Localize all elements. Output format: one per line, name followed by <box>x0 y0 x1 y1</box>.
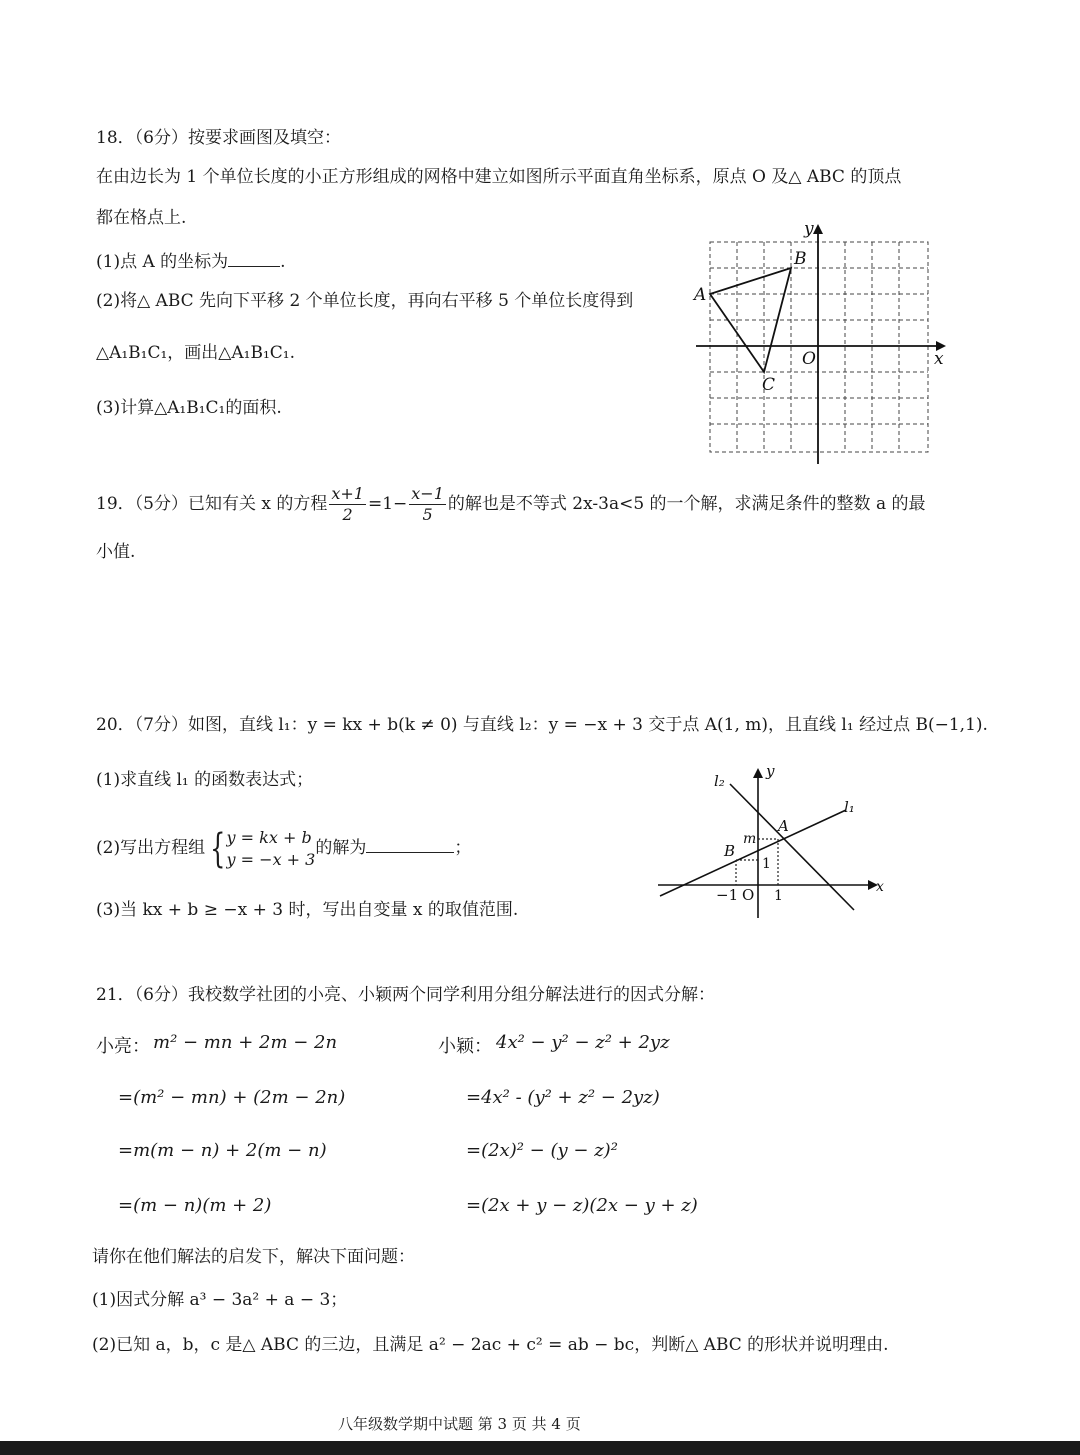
x-one-label: 1 <box>774 888 783 904</box>
q20-line-graph-figure <box>650 760 900 925</box>
q18-intro-line2: 都在格点上. <box>96 208 187 228</box>
q20-part3: (3)当 kx + b ≥ −x + 3 时，写出自变量 x 的取值范围. <box>96 900 519 920</box>
q20-part2-end: ； <box>454 838 472 858</box>
fraction-1-numerator: x+1 <box>331 484 364 503</box>
y-one-label: 1 <box>762 856 771 872</box>
system-eq-1: y = kx + b <box>226 827 312 847</box>
grid-lines <box>710 242 928 452</box>
q18-title: 18．（6分）按要求画图及填空： <box>96 128 341 148</box>
fraction-1 <box>329 484 366 525</box>
q18-coordinate-grid-figure <box>690 220 960 470</box>
y-axis-arrow <box>753 768 763 778</box>
q19-line1 <box>96 482 925 526</box>
l1-label: l₁ <box>844 798 855 816</box>
xiaoliang-step-1: m² − mn + 2m − 2n <box>153 1032 338 1053</box>
q21-part2: (2)已知 a，b，c 是△ ABC 的三边，且满足 a² − 2ac + c² = ab − bc，判断△ ABC 的形状并说明理由. <box>92 1335 889 1355</box>
q20-part2-suffix: 的解为 <box>315 838 367 858</box>
xiaoliang-step-3: =m(m − n) + 2(m − n) <box>118 1140 327 1161</box>
l2-label: l₂ <box>714 772 725 790</box>
vertex-c-label: C <box>762 375 776 395</box>
vertex-a-label: A <box>694 285 707 305</box>
q18-intro-line1: 在由边长为 1 个单位长度的小正方形组成的网格中建立如图所示平面直角坐标系，原点 O 及△ ABC 的顶点 <box>96 167 902 187</box>
y-axis-arrow <box>813 224 823 234</box>
q18-part2-line1: (2)将△ ABC 先向下平移 2 个单位长度，再向右平移 5 个单位长度得到 <box>96 291 634 311</box>
vertex-b-label: B <box>794 249 807 269</box>
page-footer: 八年级数学期中试题 第 3 页 共 4 页 <box>338 1415 581 1433</box>
equation-system <box>227 827 316 871</box>
q18-part1-text: (1)点 A 的坐标为 <box>96 252 229 272</box>
y-axis-label: y <box>766 762 775 780</box>
q19-line2: 小值. <box>96 542 136 562</box>
xiaoliang-label: 小亮： <box>96 1036 150 1057</box>
y-axis-label: y <box>804 220 814 239</box>
xiaoying-step-1: 4x² − y² − z² + 2yz <box>496 1032 670 1053</box>
q21-title: 21．（6分）我校数学社团的小亮、小颖两个同学利用分组分解法进行的因式分解： <box>96 985 715 1005</box>
q18-part2-line2: △A₁B₁C₁，画出△A₁B₁C₁. <box>96 343 295 363</box>
q18-part3: (3)计算△A₁B₁C₁的面积. <box>96 398 282 418</box>
bottom-dark-strip <box>0 1441 1080 1455</box>
q20-part1: (1)求直线 l₁ 的函数表达式； <box>96 770 314 790</box>
q20-part2 <box>96 824 471 872</box>
q19-suffix: 的解也是不等式 2x-3a<5 的一个解，求满足条件的整数 a 的最 <box>447 494 926 514</box>
point-a-label: A <box>778 817 789 835</box>
answer-blank[interactable] <box>228 248 280 267</box>
point-b-label: B <box>724 842 736 860</box>
fraction-1-denominator: 2 <box>342 505 353 524</box>
xiaoying-step-2: =4x² - (y² + z² − 2yz) <box>466 1087 660 1108</box>
x-axis-label: x <box>934 349 944 369</box>
xiaoying-step-4: =(2x + y − z)(2x − y + z) <box>466 1195 698 1216</box>
q18-part1-end: . <box>280 252 286 272</box>
xiaoliang-step-4: =(m − n)(m + 2) <box>118 1195 272 1216</box>
line-l1 <box>660 810 846 896</box>
fraction-2-numerator: x−1 <box>411 484 444 503</box>
q18-part1 <box>96 248 286 274</box>
fraction-2 <box>409 484 446 525</box>
x-axis-label: x <box>876 879 884 895</box>
q21-prompt: 请你在他们解法的启发下，解决下面问题： <box>92 1247 415 1267</box>
q19-equals: =1− <box>367 494 408 514</box>
q21-part1: (1)因式分解 a³ − 3a² + a − 3； <box>92 1290 348 1310</box>
q19-prefix: 19．（5分）已知有关 x 的方程 <box>96 494 328 514</box>
origin-label: O <box>802 349 816 369</box>
system-eq-2: y = −x + 3 <box>226 849 316 869</box>
xiaoying-label: 小颖： <box>438 1036 492 1057</box>
q20-title: 20．（7分）如图，直线 l₁：y = kx + b(k ≠ 0) 与直线 l₂：y = −x + 3 交于点 A(1, m)，且直线 l₁ 经过点 B(−1,1). <box>96 715 988 735</box>
origin-label: O <box>742 886 755 904</box>
answer-blank[interactable] <box>366 834 454 853</box>
xiaoying-step-3: =(2x)² − (y − z)² <box>466 1140 618 1161</box>
triangle-abc <box>710 268 791 372</box>
q20-part2-prefix: (2)写出方程组 <box>96 838 206 858</box>
fraction-2-denominator: 5 <box>422 505 433 524</box>
brace-symbol: { <box>210 825 226 872</box>
m-label: m <box>743 831 757 847</box>
xiaoliang-step-2: =(m² − mn) + (2m − 2n) <box>118 1087 346 1108</box>
x-minus-one-label: −1 <box>716 886 739 904</box>
